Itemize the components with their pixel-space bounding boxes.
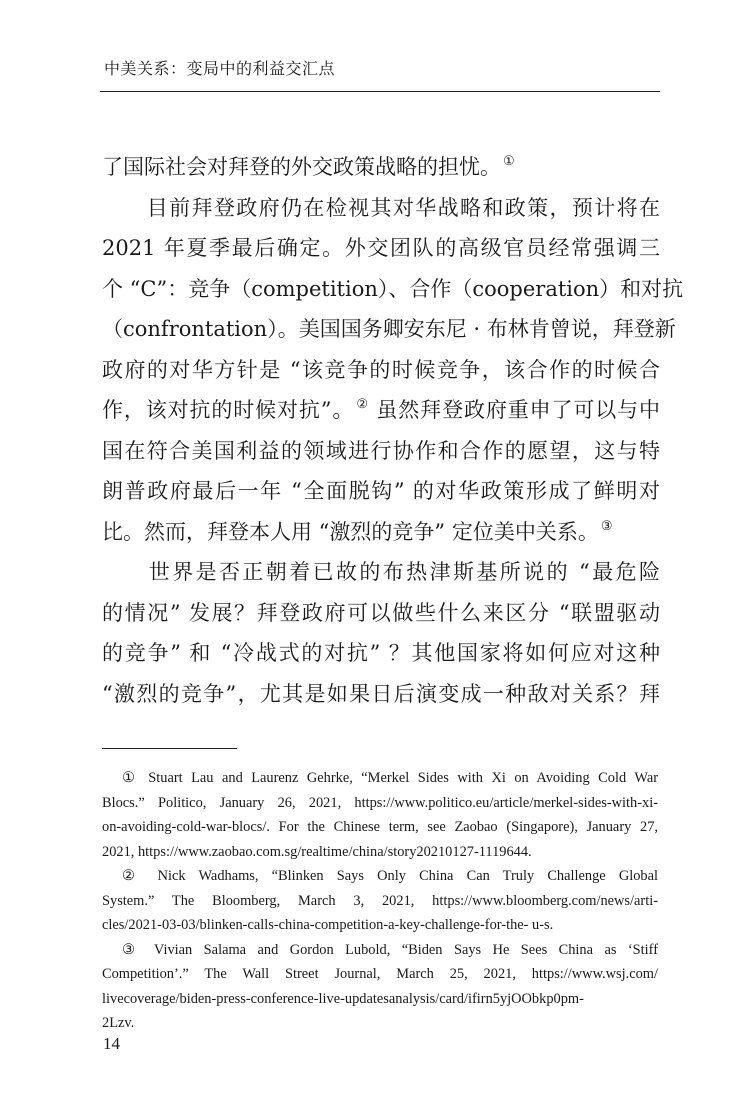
body-line: 的情况” 发展？拜登政府可以做些什么来区分 “联盟驱动 [102,600,660,625]
body-line: 的竞争” 和 “冷战式的对抗” ？其他国家将如何应对这种 [102,641,660,665]
header-rule [100,91,660,92]
footnote-2-line: cles/2021-03-03/blinken-calls-china-competition-a-key-challenge-for-the- u-s. [102,917,554,933]
footnote-2-line: System.” The Bloomberg, March 3, 2021, https://www.bloomberg.com/news/arti- [102,892,658,909]
footnote-2-line: ② Nick Wadhams, “Blinken Says Only China Can Truly Challenge Global [122,868,658,884]
body-line: 作，该对抗的时候对抗”。 ② 虽然拜登政府重申了可以与中 [102,397,660,422]
body-line: 2021 年夏季最后确定。外交团队的高级官员经常强调三 [102,236,660,260]
running-header: 中美关系：变局中的利益交汇点 [104,59,336,78]
body-line: 了国际社会对拜登的外交政策战略的担忧。 ① [102,154,515,179]
footnote-3-line: livecoverage/biden-press-conference-live-updatesanalysis/card/ifirn5yjOObkp0pm- [102,990,584,1007]
footnote-1-line: Blocs.” Politico, January 26, 2021, https://www.politico.eu/article/merkel-sides-with-xi- [102,794,658,811]
footnote-marker-1[interactable]: ① [503,154,515,169]
body-line: 个 “C”：竞争（competition）、合作（cooperation）和对抗 [102,276,684,301]
footnote-3-line: Competition’.” The Wall Street Journal, March 25, 2021, https://www.wsj.com/ [102,966,658,982]
body-line: 比。然而，拜登本人用 “激烈的竞争” 定位美中关系。 ③ [102,518,613,544]
body-line: 国在符合美国利益的领域进行协作和合作的愿望，这与特 [102,438,660,463]
body-line: 目前拜登政府仍在检视其对华战略和政策，预计将在 [102,195,660,220]
body-text [102,147,684,714]
body-line: （confrontation）。美国国务卿安东尼 · 布林肯曾说，拜登新 [102,317,676,341]
page-number: 14 [103,1034,120,1053]
footnote-3-line: 2Lzv. [102,1015,135,1031]
footnote-3-line: ③ Vivian Salama and Gordon Lubold, “Biden Says He Sees China as ‘Stiff [122,941,658,958]
footnote-marker-2[interactable]: ② [356,397,369,412]
footnotes [102,766,658,1036]
body-line: “激烈的竞争”，尤其是如果日后演变成一种敌对关系？拜 [102,681,660,706]
footnote-marker-3[interactable]: ③ [600,518,613,534]
body-line: 朗普政府最后一年 “全面脱钩” 的对华政策形成了鲜明对 [102,479,660,503]
footnote-1-line: on-avoiding-cold-war-blocs/. For the Chinese term, see Zaobao (Singapore), January 27, [102,819,658,835]
body-line: 政府的对华方针是 “该竞争的时候竞争，该合作的时候合 [102,357,660,382]
body-line: 世界是否正朝着已故的布热津斯基所说的 “最危险 [102,560,660,584]
footnote-divider [102,748,237,749]
footnote-1-line: ① Stuart Lau and Laurenz Gehrke, “Merkel Sides with Xi on Avoiding Cold War [122,770,658,786]
footnote-1-line: 2021, https://www.zaobao.com.sg/realtime/china/story20210127-1119644. [102,843,532,860]
